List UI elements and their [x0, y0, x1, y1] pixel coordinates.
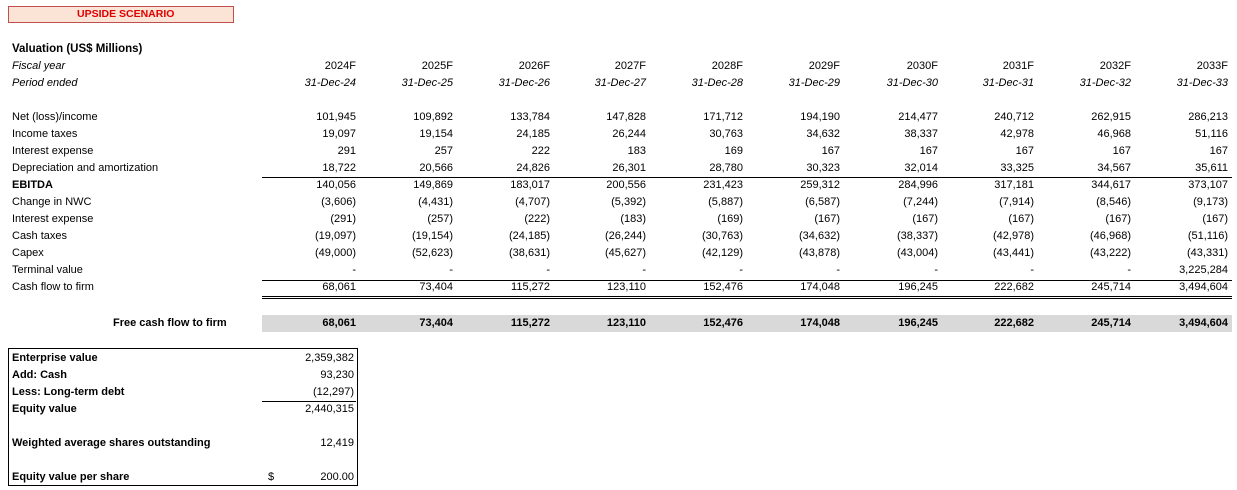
table-cell: -: [449, 264, 453, 276]
table-cell: 34,632: [806, 128, 840, 140]
enterprise-value: 2,359,382: [305, 352, 354, 364]
table-cell: (45,627): [605, 247, 646, 259]
table-cell: -: [1030, 264, 1034, 276]
table-cell: 317,181: [994, 179, 1034, 191]
equity-value-label: Equity value: [12, 403, 77, 415]
table-cell: 291: [337, 145, 356, 157]
table-cell: 123,110: [607, 281, 646, 293]
table-cell: (167): [1202, 213, 1228, 225]
table-cell: 26,244: [612, 128, 646, 140]
table-cell: 194,190: [800, 111, 840, 123]
table-cell: (7,914): [999, 196, 1034, 208]
table-cell: 167: [1015, 145, 1034, 157]
table-cell: 167: [1112, 145, 1131, 157]
row-label: Cash flow to firm: [12, 281, 94, 293]
table-cell: -: [934, 264, 938, 276]
table-cell: 32,014: [904, 162, 938, 174]
table-cell: 183,017: [510, 179, 550, 191]
table-cell: -: [1127, 264, 1131, 276]
year-header: 2024F: [324, 60, 356, 72]
table-cell: (183): [620, 213, 646, 225]
table-cell: 171,712: [703, 111, 743, 123]
enterprise-value-label: Enterprise value: [12, 352, 98, 364]
table-cell: (38,631): [509, 247, 550, 259]
table-cell: 200,556: [606, 179, 646, 191]
table-cell: -: [739, 264, 743, 276]
fcf-cell: 3,494,604: [1179, 317, 1228, 329]
table-cell: (5,887): [708, 196, 743, 208]
table-cell: 133,784: [510, 111, 550, 123]
table-cell: 30,763: [709, 128, 743, 140]
shares-outstanding-value: 12,419: [320, 437, 354, 449]
table-cell: (9,173): [1193, 196, 1228, 208]
period-header: 31-Dec-28: [691, 77, 743, 89]
table-cell: (4,707): [515, 196, 550, 208]
period-header: 31-Dec-31: [982, 77, 1034, 89]
table-cell: (43,004): [897, 247, 938, 259]
table-cell: 51,116: [1195, 128, 1228, 140]
equity-per-share-value: 200.00: [320, 471, 354, 483]
fcf-cell: 68,061: [322, 317, 356, 329]
table-cell: (43,441): [993, 247, 1034, 259]
table-cell: (42,978): [993, 230, 1034, 242]
cashflow-double-rule-1: [262, 296, 1232, 297]
year-header: 2030F: [906, 60, 938, 72]
table-cell: 149,869: [413, 179, 453, 191]
table-cell: 35,611: [1195, 162, 1228, 174]
fcf-cell: 152,476: [703, 317, 743, 329]
table-cell: 222: [531, 145, 550, 157]
row-label: Net (loss)/income: [12, 111, 98, 123]
table-cell: 259,312: [800, 179, 840, 191]
table-cell: 3,225,284: [1179, 264, 1228, 276]
table-cell: (43,331): [1187, 247, 1228, 259]
table-cell: 373,107: [1188, 179, 1228, 191]
year-header: 2033F: [1196, 60, 1228, 72]
row-label: Change in NWC: [12, 196, 92, 208]
table-cell: (222): [524, 213, 550, 225]
table-cell: 240,712: [994, 111, 1034, 123]
ebitda-rule: [262, 177, 1232, 178]
less-debt-label: Less: Long-term debt: [12, 386, 125, 398]
table-cell: (169): [717, 213, 743, 225]
period-header: 31-Dec-27: [594, 77, 646, 89]
row-label: Interest expense: [12, 213, 94, 225]
table-cell: -: [352, 264, 356, 276]
year-header: 2032F: [1099, 60, 1131, 72]
table-cell: (167): [1105, 213, 1131, 225]
table-cell: 245,714: [1091, 281, 1131, 293]
table-cell: 214,477: [898, 111, 938, 123]
row-label: Interest expense: [12, 145, 94, 157]
table-cell: (4,431): [418, 196, 453, 208]
table-cell: (52,623): [412, 247, 453, 259]
period-header: 31-Dec-30: [886, 77, 938, 89]
table-cell: 28,780: [709, 162, 743, 174]
year-header: 2027F: [614, 60, 646, 72]
equity-per-share-label: Equity value per share: [12, 471, 130, 483]
shares-outstanding-label: Weighted average shares outstanding: [12, 437, 211, 449]
table-cell: 3,494,604: [1179, 281, 1228, 293]
table-cell: 167: [821, 145, 840, 157]
table-cell: 19,097: [322, 128, 356, 140]
table-cell: -: [546, 264, 550, 276]
table-cell: (30,763): [702, 230, 743, 242]
table-cell: (291): [330, 213, 356, 225]
table-cell: 18,722: [322, 162, 356, 174]
table-cell: 262,915: [1091, 111, 1131, 123]
cashflow-rule: [262, 280, 1232, 281]
fcf-cell: 245,714: [1091, 317, 1131, 329]
table-cell: (34,632): [799, 230, 840, 242]
table-cell: 174,048: [800, 281, 840, 293]
table-cell: (7,244): [903, 196, 938, 208]
equity-value: 2,440,315: [305, 403, 354, 415]
table-cell: (43,222): [1090, 247, 1131, 259]
table-cell: 257: [434, 145, 453, 157]
add-cash-label: Add: Cash: [12, 369, 67, 381]
row-label: Capex: [12, 247, 44, 259]
fcf-cell: 73,404: [419, 317, 453, 329]
table-cell: 24,826: [516, 162, 550, 174]
table-cell: (5,392): [611, 196, 646, 208]
table-cell: 152,476: [703, 281, 743, 293]
table-cell: 147,828: [606, 111, 646, 123]
table-cell: 38,337: [904, 128, 938, 140]
table-cell: (167): [912, 213, 938, 225]
table-cell: (43,878): [799, 247, 840, 259]
table-cell: (26,244): [605, 230, 646, 242]
year-header: 2025F: [421, 60, 453, 72]
table-cell: 68,061: [322, 281, 356, 293]
table-cell: 19,154: [419, 128, 453, 140]
fiscal-year-label: Fiscal year: [12, 60, 66, 72]
table-cell: (46,968): [1090, 230, 1131, 242]
table-cell: 284,996: [898, 179, 938, 191]
table-cell: (6,587): [805, 196, 840, 208]
period-header: 31-Dec-33: [1176, 77, 1228, 89]
table-cell: (51,116): [1187, 230, 1228, 242]
table-cell: (3,606): [321, 196, 356, 208]
table-cell: (42,129): [702, 247, 743, 259]
table-title: Valuation (US$ Millions): [12, 43, 143, 55]
table-cell: (19,097): [315, 230, 356, 242]
table-cell: 24,185: [516, 128, 550, 140]
table-cell: 222,682: [994, 281, 1034, 293]
scenario-label: UPSIDE SCENARIO: [77, 8, 175, 20]
fcf-cell: 115,272: [510, 317, 550, 329]
table-cell: 167: [919, 145, 938, 157]
year-header: 2028F: [711, 60, 743, 72]
table-cell: 101,945: [316, 111, 356, 123]
row-label: Income taxes: [12, 128, 78, 140]
fcf-cell: 123,110: [606, 317, 646, 329]
less-debt-value: (12,297): [313, 386, 354, 398]
table-cell: (8,546): [1096, 196, 1131, 208]
fcf-cell: 222,682: [994, 317, 1034, 329]
period-header: 31-Dec-26: [498, 77, 550, 89]
row-label: Depreciation and amortization: [12, 162, 159, 174]
table-cell: -: [642, 264, 646, 276]
currency-symbol: $: [268, 471, 275, 483]
table-cell: 109,892: [413, 111, 453, 123]
row-label: Cash taxes: [12, 230, 68, 242]
table-cell: 20,566: [419, 162, 453, 174]
period-header: 31-Dec-24: [304, 77, 356, 89]
table-cell: (38,337): [897, 230, 938, 242]
fcf-cell: 196,245: [898, 317, 938, 329]
table-cell: (19,154): [412, 230, 453, 242]
year-header: 2026F: [518, 60, 550, 72]
table-cell: 169: [724, 145, 743, 157]
row-label: EBITDA: [12, 179, 53, 191]
table-cell: 34,567: [1097, 162, 1131, 174]
table-cell: (167): [814, 213, 840, 225]
table-cell: 183: [627, 145, 646, 157]
table-cell: 115,272: [511, 281, 550, 293]
table-cell: 26,301: [612, 162, 646, 174]
table-cell: -: [836, 264, 840, 276]
table-cell: (49,000): [315, 247, 356, 259]
table-cell: 30,323: [806, 162, 840, 174]
table-cell: (167): [1008, 213, 1034, 225]
table-cell: 33,325: [1000, 162, 1034, 174]
year-header: 2029F: [808, 60, 840, 72]
table-cell: 286,213: [1188, 111, 1228, 123]
period-ended-label: Period ended: [12, 77, 78, 89]
table-cell: 73,404: [419, 281, 453, 293]
table-cell: 42,978: [1000, 128, 1034, 140]
table-cell: 344,617: [1091, 179, 1131, 191]
period-header: 31-Dec-32: [1079, 77, 1131, 89]
year-header: 2031F: [1002, 60, 1034, 72]
table-cell: 167: [1209, 145, 1228, 157]
period-header: 31-Dec-25: [401, 77, 453, 89]
period-header: 31-Dec-29: [788, 77, 840, 89]
fcf-label: Free cash flow to firm: [113, 317, 227, 329]
table-cell: 140,056: [316, 179, 356, 191]
cashflow-double-rule-2: [262, 298, 1232, 299]
add-cash-value: 93,230: [320, 369, 354, 381]
table-cell: (257): [427, 213, 453, 225]
scenario-banner: [8, 6, 234, 23]
row-label: Terminal value: [12, 264, 83, 276]
fcf-cell: 174,048: [800, 317, 840, 329]
table-cell: (24,185): [509, 230, 550, 242]
table-cell: 46,968: [1097, 128, 1131, 140]
table-cell: 196,245: [898, 281, 938, 293]
table-cell: 231,423: [703, 179, 743, 191]
